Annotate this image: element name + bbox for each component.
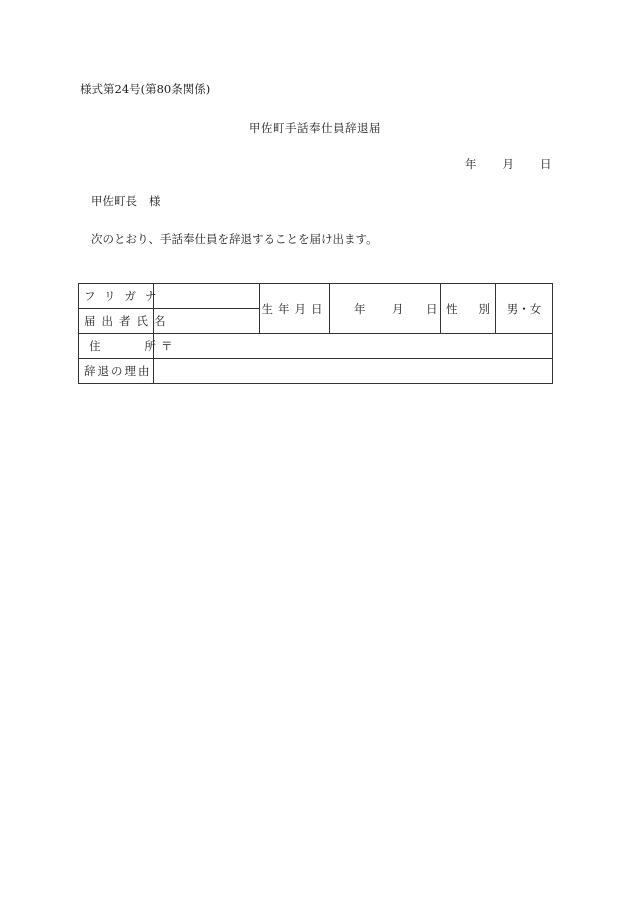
furigana-label: フリガナ <box>79 284 154 309</box>
furigana-field[interactable] <box>154 284 260 309</box>
dob-field[interactable] <box>330 284 441 334</box>
reason-label: 辞退の理由 <box>79 359 154 384</box>
gender-options[interactable]: 男・女 <box>496 284 553 334</box>
table-row <box>79 359 553 384</box>
postal-mark: 〒 <box>161 339 173 353</box>
dob-day-label: 日 <box>426 301 438 316</box>
address-label-char-2: 所 <box>144 339 156 353</box>
date-month-label: 月 <box>502 157 514 171</box>
table-row <box>79 284 553 309</box>
resignation-form-table <box>78 283 553 384</box>
dob-month-label: 月 <box>392 301 404 316</box>
date-line <box>465 156 552 172</box>
date-year-label: 年 <box>465 157 477 171</box>
addressee-honorific: 様 <box>149 194 161 208</box>
address-label-char-1: 住 <box>89 339 101 353</box>
addressee <box>91 193 161 209</box>
dob-year-label: 年 <box>354 301 366 316</box>
sex-label-char-1: 性 <box>446 301 458 316</box>
form-number: 様式第24号(第80条関係) <box>80 82 211 96</box>
table-row <box>79 334 553 359</box>
date-day-label: 日 <box>540 157 552 171</box>
reason-field[interactable] <box>154 359 553 384</box>
statement: 次のとおり、手話奉仕員を辞退することを届け出ます。 <box>91 232 378 246</box>
address-label <box>79 334 154 359</box>
applicant-name-label: 届出者氏名 <box>79 309 154 334</box>
dob-label: 生年月日 <box>260 284 330 334</box>
address-field[interactable] <box>154 334 553 359</box>
sex-label-char-2: 別 <box>478 301 490 316</box>
addressee-name: 甲佐町長 <box>91 194 137 208</box>
sex-label <box>441 284 496 334</box>
document-title: 甲佐町手話奉仕員辞退届 <box>249 121 381 135</box>
